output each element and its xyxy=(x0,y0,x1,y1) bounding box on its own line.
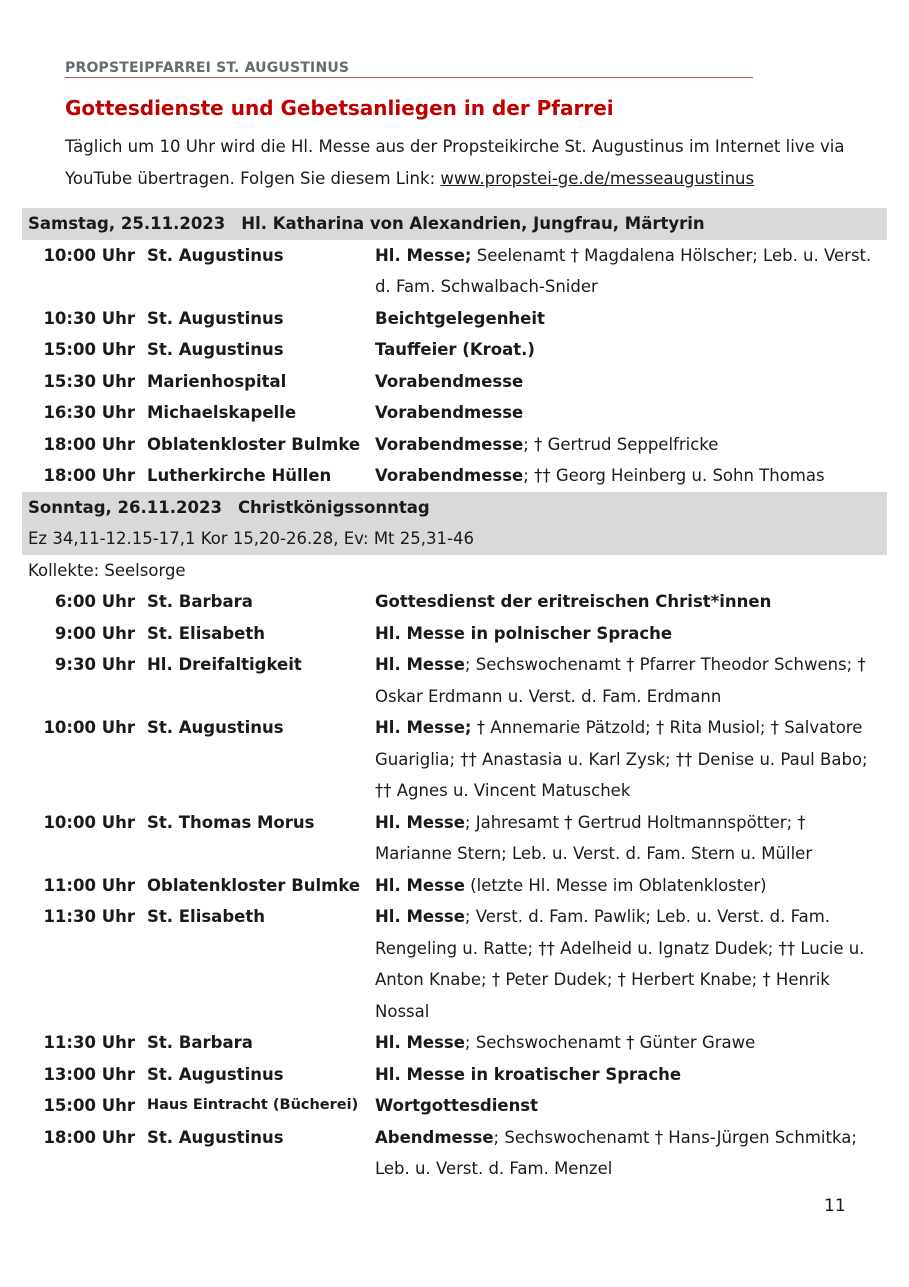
section-title: Gottesdienste und Gebetsanliegen in der Pfarrei xyxy=(65,96,614,120)
service-entry xyxy=(22,1122,887,1185)
service-time: 15:30 Uhr xyxy=(43,371,135,391)
service-location: St. Elisabeth xyxy=(147,907,265,926)
page-number: 11 xyxy=(824,1196,846,1216)
service-location: Michaelskapelle xyxy=(147,403,297,422)
sunday-entries xyxy=(22,586,887,1185)
service-title: Vorabendmesse xyxy=(375,434,524,454)
service-title: Hl. Messe; xyxy=(375,718,472,737)
service-intentions: † Annemarie Pätzold; † Rita Musiol; † Salvatore Guariglia; †† Anastasia u. Karl Zysk; †† Denise u. Paul Babo; †† Agnes u. Vincent Matuschek xyxy=(375,718,868,800)
service-time: 10:30 Uhr xyxy=(43,308,135,328)
service-title: Hl. Messe xyxy=(375,907,465,926)
service-location: Hl. Dreifaltigkeit xyxy=(147,655,302,674)
service-time: 13:00 Uhr xyxy=(43,1064,135,1084)
service-description xyxy=(375,870,887,902)
service-location: St. Augustinus xyxy=(147,308,284,328)
service-description xyxy=(375,303,887,335)
saturday-feast: Hl. Katharina von Alexandrien, Jungfrau, Märtyrin xyxy=(241,214,705,233)
service-entry xyxy=(22,334,887,366)
service-entry xyxy=(22,618,887,650)
service-intentions: ; Jahresamt † Gertrud Holtmannspötter; † Marianne Stern; Leb. u. Verst. d. Fam. Stern u. Müller xyxy=(375,812,813,863)
service-time: 10:00 Uhr xyxy=(43,245,135,265)
service-intentions: ; Verst. d. Fam. Pawlik; Leb. u. Verst. d. Fam. Rengeling u. Ratte; †† Adelheid u. Ignatz Dudek; †† Lucie u. Anton Knabe; † Peter Dudek; † Herbert Knabe; † Henrik Nossal xyxy=(375,907,865,1021)
service-description xyxy=(375,1122,887,1185)
service-entry xyxy=(22,303,887,335)
sunday-date: Sonntag, 26.11.2023 xyxy=(28,497,222,517)
sunday-header xyxy=(22,492,887,524)
service-location: St. Augustinus xyxy=(147,1064,284,1084)
service-entry xyxy=(22,712,887,807)
service-time: 18:00 Uhr xyxy=(43,434,135,454)
service-location: St. Elisabeth xyxy=(147,623,265,643)
service-entry xyxy=(22,1090,887,1122)
service-title: Hl. Messe; xyxy=(375,245,472,265)
schedule xyxy=(22,208,887,1185)
service-time: 6:00 Uhr xyxy=(54,592,135,611)
service-location: Oblatenkloster Bulmke xyxy=(147,875,361,895)
intro-paragraph xyxy=(65,131,845,194)
service-time: 10:00 Uhr xyxy=(43,812,135,832)
service-entry xyxy=(22,901,887,1027)
service-location: St. Barbara xyxy=(147,592,253,611)
service-entry xyxy=(22,240,887,303)
sunday-readings: Ez 34,11-12.15-17,1 Kor 15,20-26.28, Ev: Mt 25,31-46 xyxy=(22,523,887,555)
service-time: 15:00 Uhr xyxy=(43,1096,135,1115)
service-time: 11:30 Uhr xyxy=(43,907,135,926)
service-location: Haus Eintracht (Bücherei) xyxy=(147,1097,359,1113)
service-title: Hl. Messe xyxy=(375,1033,465,1052)
service-description xyxy=(375,618,887,650)
service-title: Vorabendmesse xyxy=(375,403,524,422)
service-intentions: ; Sechswochenamt † Günter Grawe xyxy=(464,1033,756,1052)
service-intentions: (letzte Hl. Messe im Oblatenkloster) xyxy=(464,875,767,895)
livestream-link[interactable]: www.propstei-ge.de/messeaugustinus xyxy=(440,168,755,188)
saturday-entries xyxy=(22,240,887,492)
service-title: Gottesdienst der eritreischen Christ*innen xyxy=(375,592,772,611)
service-location: Lutherkirche Hüllen xyxy=(147,466,332,485)
service-entry xyxy=(22,429,887,461)
service-description xyxy=(375,1059,887,1091)
service-title: Beichtgelegenheit xyxy=(375,308,545,328)
service-location: Marienhospital xyxy=(147,371,287,391)
service-title: Vorabendmesse xyxy=(375,466,524,485)
service-title: Abendmesse xyxy=(375,1127,494,1147)
service-time: 16:30 Uhr xyxy=(43,403,135,422)
service-time: 15:00 Uhr xyxy=(43,340,135,359)
service-time: 10:00 Uhr xyxy=(43,718,135,737)
service-description xyxy=(375,429,887,461)
service-description xyxy=(375,586,887,618)
sunday-feast: Christkönigssonntag xyxy=(237,497,430,517)
service-title: Hl. Messe in polnischer Sprache xyxy=(375,623,673,643)
service-title: Hl. Messe in kroatischer Sprache xyxy=(375,1064,682,1084)
service-entry xyxy=(22,397,887,429)
service-entry xyxy=(22,586,887,618)
service-time: 9:00 Uhr xyxy=(54,623,135,643)
service-intentions: Seelenamt † Magdalena Hölscher; Leb. u. Verst. d. Fam. Schwalbach-Snider xyxy=(375,245,872,296)
service-time: 18:00 Uhr xyxy=(43,466,135,485)
saturday-header xyxy=(22,208,887,240)
service-title: Wortgottesdienst xyxy=(375,1096,539,1115)
service-intentions: ; Sechswochenamt † Hans-Jürgen Schmitka; Leb. u. Verst. d. Fam. Menzel xyxy=(375,1127,857,1178)
service-location: St. Barbara xyxy=(147,1033,253,1052)
service-description xyxy=(375,1090,887,1122)
service-entry xyxy=(22,870,887,902)
service-location: St. Augustinus xyxy=(147,718,284,737)
service-description xyxy=(375,712,887,807)
service-entry xyxy=(22,366,887,398)
service-description xyxy=(375,1027,887,1059)
saturday-date: Samstag, 25.11.2023 xyxy=(28,214,226,233)
service-time: 11:00 Uhr xyxy=(43,875,135,895)
service-description xyxy=(375,334,887,366)
service-location: St. Augustinus xyxy=(147,1127,284,1147)
collection-note: Kollekte: Seelsorge xyxy=(28,560,186,580)
service-entry xyxy=(22,460,887,492)
service-description xyxy=(375,460,887,492)
parish-name: PROPSTEIPFARREI ST. AUGUSTINUS xyxy=(65,60,753,78)
service-entry xyxy=(22,649,887,712)
service-description xyxy=(375,649,887,712)
service-title: Hl. Messe xyxy=(375,812,465,832)
service-entry xyxy=(22,807,887,870)
service-intentions: ; Sechswochenamt † Pfarrer Theodor Schwens; † Oskar Erdmann u. Verst. d. Fam. Erdmann xyxy=(375,655,866,706)
service-description xyxy=(375,240,887,303)
service-title: Vorabendmesse xyxy=(375,371,524,391)
service-time: 9:30 Uhr xyxy=(54,655,135,674)
service-title: Hl. Messe xyxy=(375,875,465,895)
service-time: 18:00 Uhr xyxy=(43,1127,135,1147)
service-title: Tauffeier (Kroat.) xyxy=(375,340,535,359)
service-description xyxy=(375,901,887,1027)
service-time: 11:30 Uhr xyxy=(43,1033,135,1052)
service-intentions: ; †† Georg Heinberg u. Sohn Thomas xyxy=(523,466,825,485)
service-description xyxy=(375,366,887,398)
service-title: Hl. Messe xyxy=(375,655,465,674)
service-location: St. Augustinus xyxy=(147,340,284,359)
service-location: Oblatenkloster Bulmke xyxy=(147,434,361,454)
service-entry xyxy=(22,1059,887,1091)
service-intentions: ; † Gertrud Seppelfricke xyxy=(523,434,719,454)
service-entry xyxy=(22,1027,887,1059)
service-description xyxy=(375,397,887,429)
intro-text: Täglich um 10 Uhr wird die Hl. Messe aus der Propsteikirche St. Augustinus im Internet live via YouTube übertragen. Folgen Sie diesem Link: xyxy=(65,137,845,188)
service-description xyxy=(375,807,887,870)
service-location: St. Augustinus xyxy=(147,245,284,265)
service-location: St. Thomas Morus xyxy=(147,812,315,832)
